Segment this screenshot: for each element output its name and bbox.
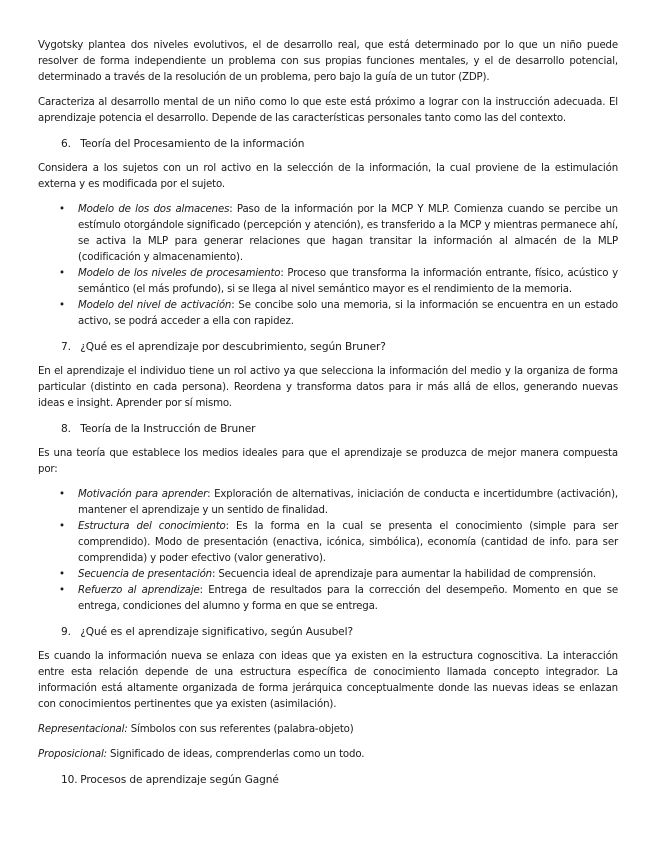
list-item-term: Modelo del nivel de activación — [78, 300, 232, 311]
document-page — [38, 38, 618, 797]
list-item-text: : Secuencia ideal de aprendizaje para aumentar la habilidad de comprensión. — [211, 569, 597, 580]
paragraph-instruction-intro: Es una teoría que establece los medios ideales para que el aprendizaje se produzca de mejor manera compuesta por: — [38, 448, 618, 475]
representational-text: Símbolos con sus referentes (palabra-objeto) — [127, 724, 354, 735]
list-item-term: Modelo de los dos almacenes — [78, 204, 230, 215]
paragraph-representational — [38, 722, 618, 738]
list-item-term: Modelo de los niveles de procesamiento — [78, 268, 281, 279]
list-item-text: : Se concibe solo una memoria, si la información se encuentra en un estado activo, se podrá acceder a ella con rapidez. — [78, 300, 618, 327]
list-item — [38, 519, 618, 567]
heading-meaningful-learning — [61, 624, 618, 640]
bullet-icon: • — [59, 585, 65, 596]
heading-discovery-learning — [61, 339, 618, 355]
heading-text: Procesos de aprendizaje según Gagné — [80, 774, 279, 786]
list-item-text: : Entrega de resultados para la corrección del desempeño. Momento en que se entrega, condiciones del alumno y forma en que se entrega. — [78, 585, 618, 612]
list-item — [38, 487, 618, 519]
bullet-icon: • — [59, 300, 65, 311]
list-item — [38, 567, 618, 583]
list-item-text: : Proceso que transforma la información entrante, físico, acústico y semántico (el más profundo), si se llega al nivel semántico mayor es el rendimiento de la memoria. — [78, 268, 618, 295]
heading-number: 9. — [61, 626, 71, 638]
bullet-icon: • — [59, 521, 65, 532]
list-item — [38, 583, 618, 615]
paragraph-processing-intro: Considera a los sujetos con un rol activo en la selección de la información, la cual proviene de la estimulación externa y es modificada por el sujeto. — [38, 163, 618, 190]
list-bruner-components — [38, 487, 618, 615]
list-processing-models — [38, 202, 618, 330]
heading-text: ¿Qué es el aprendizaje por descubrimiento, según Bruner? — [80, 341, 386, 353]
list-item — [38, 298, 618, 330]
bullet-icon: • — [59, 569, 65, 580]
list-item — [38, 266, 618, 298]
heading-text: ¿Qué es el aprendizaje significativo, según Ausubel? — [80, 626, 353, 638]
paragraph-ausubel: Es cuando la información nueva se enlaza con ideas que ya existen en la estructura cognoscitiva. La interacción entre esta relación depende de una estructura específica de conocimiento llamada concepto integrador. La información está altamente organizada de forma jerárquica conceptualmente donde las nuevas ideas se enlazan con conocimientos pertinentes que ya existen (asimilación). — [38, 651, 618, 710]
list-item-text: : Es la forma en la cual se presenta el conocimiento (simple para ser comprendido). Modo de presentación (enactiva, icónica, simbólica), economía (cantidad de info. para ser comprendida) y poder efectivo (valor generativo). — [78, 521, 618, 564]
list-item — [38, 202, 618, 266]
list-item-text: : Exploración de alternativas, iniciación de conducta e incertidumbre (activación), mantener el aprendizaje y un sentido de finalidad. — [78, 489, 618, 516]
bullet-icon: • — [59, 268, 65, 279]
propositional-text: Significado de ideas, comprenderlas como un todo. — [106, 749, 365, 760]
heading-number: 6. — [61, 138, 71, 150]
list-item-term: Refuerzo al aprendizaje — [78, 585, 200, 596]
paragraph-discovery: En el aprendizaje el individuo tiene un rol activo ya que selecciona la información del medio y la organiza de forma particular (distinto en cada persona). Reordena y transforma datos para ir más allá de ellos, generando nuevas ideas e insight. Aprender por sí mismo. — [38, 366, 618, 409]
list-item-term: Secuencia de presentación — [78, 569, 212, 580]
paragraph-propositional — [38, 747, 618, 763]
heading-text: Teoría de la Instrucción de Bruner — [80, 423, 256, 435]
paragraph-vygotsky-development: Caracteriza al desarrollo mental de un niño como lo que este está próximo a lograr con la instrucción adecuada. El aprendizaje potencia el desarrollo. Depende de las características personales tanto como las del contexto. — [38, 97, 618, 124]
heading-number: 7. — [61, 341, 71, 353]
list-item-text: : Paso de la información por la MCP Y MLP. Comienza cuando se percibe un estímulo otorgándole significado (percepción y atención), es transferido a la MCP y mientras permanece ahí, se activa la MLP para generar relaciones que hagan transitar la información al almacén de la MLP (codificación y almacenamiento). — [78, 204, 618, 263]
heading-bruner-instruction — [61, 421, 618, 437]
list-item-term: Motivación para aprender — [78, 489, 208, 500]
heading-gagne-processes — [61, 772, 618, 788]
propositional-term: Proposicional: — [38, 749, 107, 760]
representational-term: Representacional: — [38, 724, 128, 735]
paragraph-vygotsky-levels: Vygotsky plantea dos niveles evolutivos, el de desarrollo real, que está determinado por lo que un niño puede resolver de forma independiente un problema con sus propias funciones mentales, y el de desarrollo potencial, determinado a través de la resolución de un problema, pero bajo la guía de un tutor (ZDP). — [38, 40, 618, 83]
heading-information-processing — [61, 136, 618, 152]
heading-text: Teoría del Procesamiento de la información — [80, 138, 305, 150]
heading-number: 10. — [61, 774, 78, 786]
bullet-icon: • — [59, 489, 65, 500]
heading-number: 8. — [61, 423, 71, 435]
list-item-term: Estructura del conocimiento — [78, 521, 226, 532]
bullet-icon: • — [59, 204, 65, 215]
